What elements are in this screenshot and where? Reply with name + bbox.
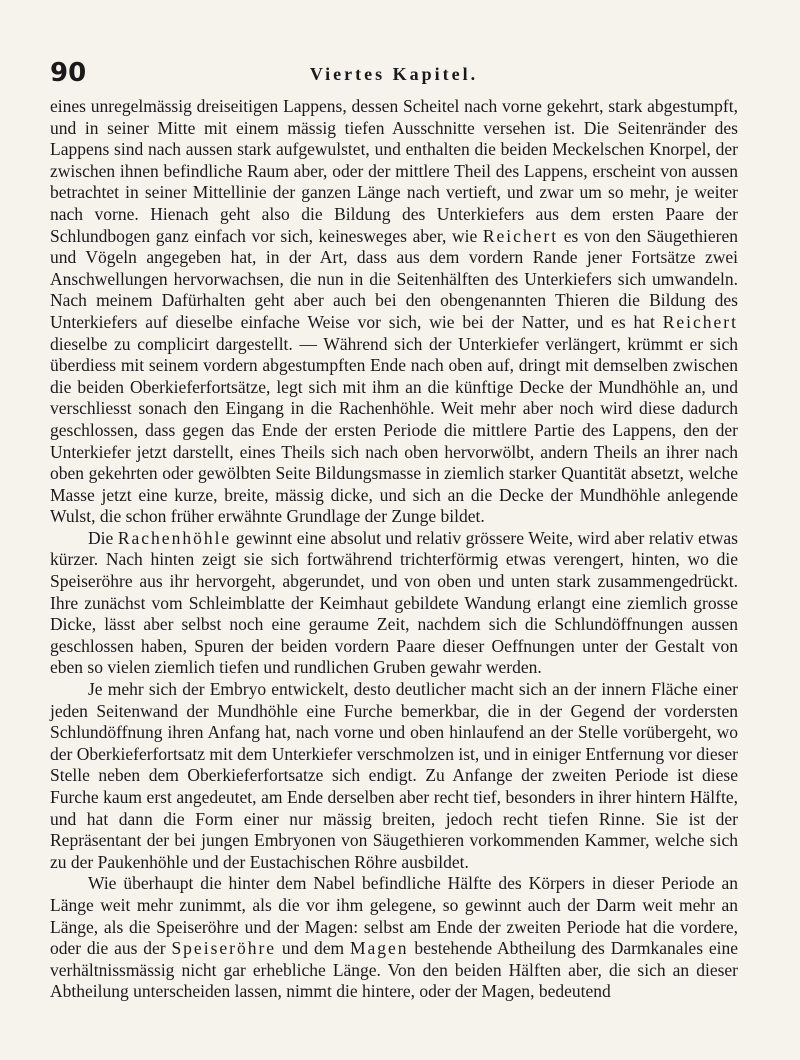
text-run: Je mehr sich der Embryo entwickelt, desto deutlicher macht sich an der innern Fläche einer jeden Seitenwand der Mundhöhle eine Furche bemerkbar, die in der Gegend der vordersten Schlundöffnung ihren Anfang hat, nach vorne und oben hinlaufend an der Stelle vorübergeht, wo der Oberkieferfortsatz mit dem Unterkiefer verschmolzen ist, und in einiger Entfernung vor dieser Stelle neben dem Oberkieferfortsatze sich endigt. Zu Anfange der zweiten Periode ist diese Furche kaum erst angedeutet, am Ende derselben aber recht tief, besonders in ihrer hintern Hälfte, und hat dann die Form einer nur mässig breiten, jedoch recht tiefen Rinne. Sie ist der Repräsentant der bei jungen Embryonen von Säugethieren vorkommenden Kammer, welche sich zu der Paukenhöhle und der Eustachischen Röhre ausbildet.	[50, 679, 738, 872]
spaced-name: Magen	[349, 938, 409, 959]
spaced-name: Reichert	[662, 311, 738, 332]
spaced-name: Reichert	[482, 225, 559, 246]
running-title: Viertes Kapitel.	[309, 64, 479, 84]
text-run: dieselbe zu complicirt dargestellt. — Während sich der Unterkiefer verlängert, krümmt er sich überdiess mit seinem vordern abgestumpften Ende nach oben auf, dringt mit demselben zwischen die beiden Oberkieferfortsätze, legt sich mit ihm an die künftige Decke der Mundhöhle an, und verschliesst sonach den Eingang in die Rachenhöhle. Weit mehr aber noch wird diese dadurch geschlossen, dass gegen das Ende der ersten Periode die mittlere Partie des Lappens, den der Unterkiefer jetzt darstellt, eines Theils sich nach oben hervorwölbt, andern Theils an ihrer nach oben gekehrten oder gewölbten Seite Bildungsmasse in ziemlich starker Quantität absetzt, welche Masse jetzt eine kurze, breite, mässig dicke, und sich an die Decke der Mundhöhle anlegende Wulst, die schon früher erwähnte Grundlage der Zunge bildet.	[50, 333, 738, 527]
text-run: und dem	[276, 938, 350, 959]
paragraph	[50, 873, 738, 1003]
book-page	[50, 58, 738, 1003]
spaced-name: Rachenhöhle	[117, 527, 232, 548]
text-run: Wie überhaupt die hinter dem Nabel befindliche Hälfte des Körpers in dieser Periode an Länge weit mehr zunimmt, als die vor ihm gelegene, so gewinnt auch der Darm weit mehr an Länge, als die Speiseröhre und der Magen: selbst am Ende der zweiten Periode hat die vordere, oder die aus der	[50, 873, 738, 959]
page-number: 90	[50, 58, 87, 88]
body-text	[50, 96, 738, 1003]
text-run: bestehende Abtheilung des Darmkanales eine verhältnissmässig nicht gar erhebliche Länge. Von den beiden Hälften aber, die sich an dieser Abtheilung unterscheiden lassen, nimmt die hintere, oder der Magen, bedeutend	[50, 938, 738, 1002]
text-run: Die	[88, 527, 118, 548]
text-run: eines unregelmässig dreiseitigen Lappens, dessen Scheitel nach vorne gekehrt, stark abgestumpft, und in seiner Mitte mit einem mässig tiefen Ausschnitte versehen ist. Die Seitenränder des Lappens sind nach aussen stark aufgewulstet, und enthalten die beiden Meckelschen Knorpel, der zwischen ihnen befindliche Raum aber, oder der mittlere Theil des Lappens, erscheint von aussen betrachtet in seiner Mittellinie der ganzen Länge nach vertieft, und zwar um so mehr, je weiter nach vorne. Hienach geht also die Bildung des Unterkiefers aus dem ersten Paare der Schlundbogen ganz einfach vor sich, keinesweges aber, wie	[50, 96, 738, 246]
paragraph	[50, 679, 738, 873]
text-run: es von den Säugethieren und Vögeln angegeben hat, in der Art, dass aus dem vordern Rande jener Fortsätze zwei Anschwellungen hervorwachsen, die nun in die Seitenhälften des Unterkiefers sich umwandeln. Nach meinem Dafürhalten geht aber auch bei den obengenannten Thieren die Bildung des Unterkiefers auf dieselbe einfache Weise vor sich, wie bei der Natter, und es hat	[50, 225, 738, 332]
paragraph	[50, 528, 738, 679]
paragraph	[50, 96, 738, 528]
page-header	[50, 58, 738, 88]
spaced-name: Speiseröhre	[171, 938, 277, 959]
text-run: gewinnt eine absolut und relativ grössere Weite, wird aber relativ etwas kürzer. Nach hinten zeigt sie sich fortwährend trichterförmig etwas verengert, hinten, wo die Speiseröhre aus ihr hervorgeht, abgerundet, und von oben und unten stark zusammengedrückt. Ihre zunächst vom Schleimblatte der Keimhaut gebildete Wandung erlangt eine ziemlich grosse Dicke, lässt aber selbst noch eine geraume Zeit, nachdem sich die Schlundöffnungen aussen geschlossen haben, Spuren der beiden vordern Paare dieser Oeffnungen unter der Gestalt von eben so vielen ziemlich tiefen und rundlichen Gruben gewahr werden.	[50, 527, 738, 678]
